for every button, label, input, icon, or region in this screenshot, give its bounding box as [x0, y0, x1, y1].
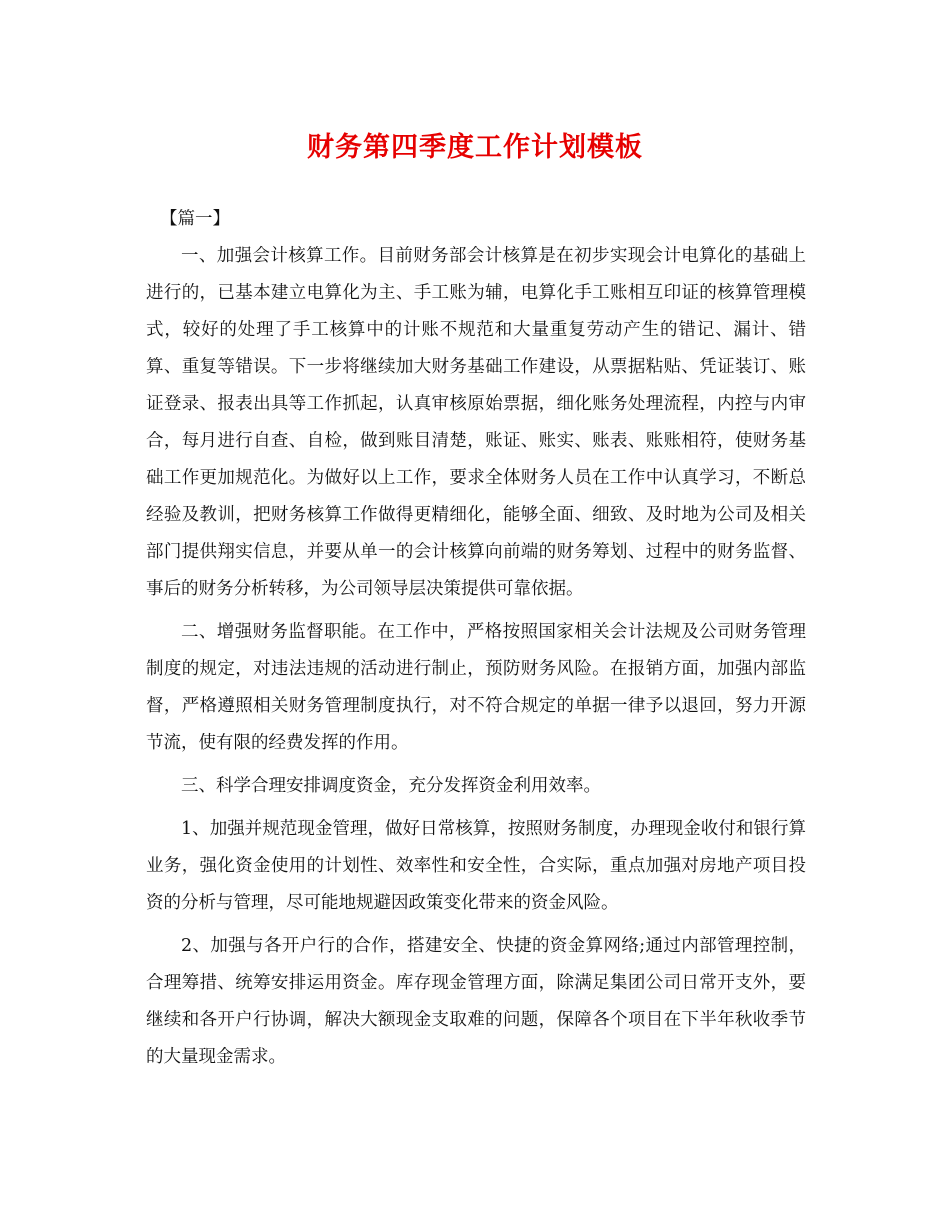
paragraph-bank-cooperation: 2、加强与各开户行的合作，搭建安全、快捷的资金算网络;通过内部管理控制，合理筹措、统筹安排运用资金。库存现金管理方面，除满足集团公司日常开支外，要继续和各开户行协调，解决大额现金支取难的问题，保障各个项目在下半年秋收季节的大量现金需求。 — [146, 936, 806, 1067]
document-title: 财务第四季度工作计划模板 — [307, 132, 643, 163]
document-body — [146, 201, 806, 1082]
paragraph-funds-heading: 三、科学合理安排调度资金，充分发挥资金利用效率。 — [181, 776, 601, 796]
section-label: 【篇一】 — [160, 209, 230, 229]
paragraph-accounting: 一、加强会计核算工作。目前财务部会计核算是在初步实现会计电算化的基础上进行的，已基本建立电算化为主、手工账为辅，电算化手工账相互印证的核算管理模式，较好的处理了手工核算中的计账不规范和大量重复劳动产生的错记、漏计、错算、重复等错误。下一步将继续加大财务基础工作建设，从票据粘贴、凭证装订、账证登录、报表出具等工作抓起，认真审核原始票据，细化账务处理流程，内控与内审合，每月进行自查、自检，做到账目清楚，账证、账实、账表、账账相符，使财务基础工作更加规范化。为做好以上工作，要求全体财务人员在工作中认真学习，不断总经验及教训，把财务核算工作做得更精细化，能够全面、细致、及时地为公司及相关部门提供翔实信息，并要从单一的会计核算向前端的财务筹划、过程中的财务监督、事后的财务分析转移，为公司领导层决策提供可靠依据。 — [146, 246, 806, 599]
paragraph-cash-management: 1、加强并规范现金管理，做好日常核算，按照财务制度，办理现金收付和银行算业务，强化资金使用的计划性、效率性和安全性，合实际，重点加强对房地产项目投资的分析与管理，尽可能地规避因政策变化带来的资金风险。 — [146, 819, 806, 913]
paragraph-supervision: 二、增强财务监督职能。在工作中，严格按照国家相关会计法规及公司财务管理制度的规定，对违法违规的活动进行制止，预防财务风险。在报销方面，加强内部监督，严格遵照相关财务管理制度执行，对不符合规定的单据一律予以退回，努力开源节流，使有限的经费发挥的作用。 — [146, 622, 806, 753]
